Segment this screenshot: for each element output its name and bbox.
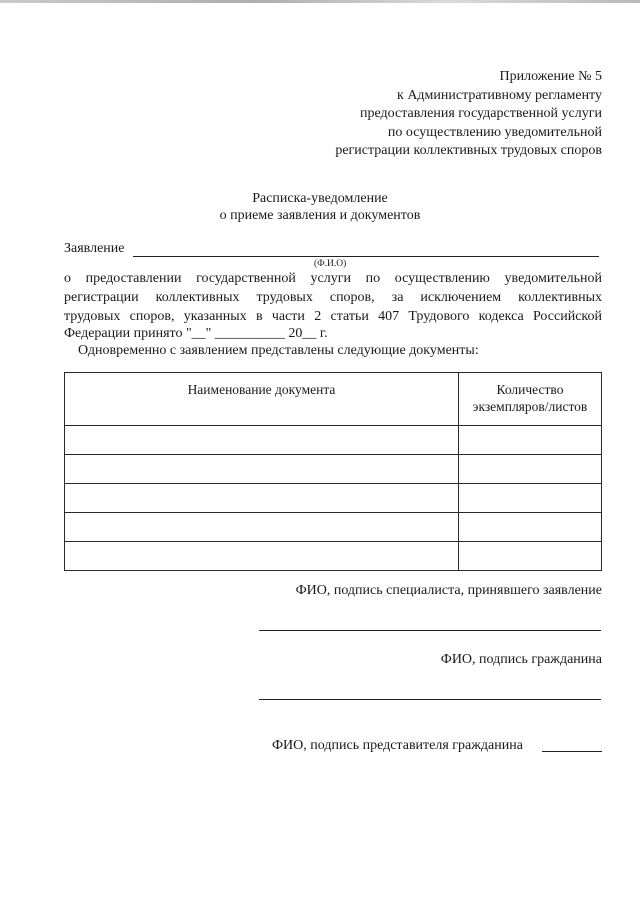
column-header-copies-count: Количество экземпляров/листов	[459, 373, 602, 426]
document-title: Расписка-уведомление	[252, 191, 388, 206]
table-row	[65, 542, 602, 571]
statement-label: Заявление	[64, 241, 125, 256]
appendix-line: предоставления государственной услуги	[360, 106, 602, 121]
statement-body-line: о предоставлении государственной услуги по осуществлению уведомительной	[64, 271, 602, 286]
specialist-signature-line[interactable]	[259, 630, 601, 631]
copies-count-cell[interactable]	[459, 484, 602, 513]
appendix-line: к Административному регламенту	[397, 87, 602, 103]
specialist-signature-label: ФИО, подпись специалиста, принявшего заявление	[295, 583, 602, 598]
documents-table	[64, 372, 602, 571]
document-name-cell[interactable]	[65, 455, 459, 484]
documents-intro: Одновременно с заявлением представлены следующие документы:	[78, 343, 479, 358]
representative-signature-label: ФИО, подпись представителя гражданина	[272, 738, 523, 753]
appendix-line: Приложение № 5	[499, 69, 602, 84]
statement-body-line: трудовых споров, указанных в части 2 статьи 407 Трудового кодекса Российской	[64, 309, 602, 324]
document-name-cell[interactable]	[65, 426, 459, 455]
document-name-cell[interactable]	[65, 542, 459, 571]
table-row	[65, 484, 602, 513]
fio-blank-line[interactable]	[133, 256, 599, 257]
column-header-document-name: Наименование документа	[65, 373, 459, 426]
copies-count-cell[interactable]	[459, 426, 602, 455]
table-row	[65, 513, 602, 542]
document-subtitle: о приеме заявления и документов	[219, 208, 421, 223]
table-header-row	[65, 373, 602, 426]
citizen-signature-label: ФИО, подпись гражданина	[440, 652, 602, 667]
statement-body-line: регистрации коллективных трудовых споров, за исключением коллективных	[64, 290, 602, 305]
citizen-signature-line[interactable]	[259, 699, 601, 700]
statement-acceptance-date: Федерации принято "__" __________ 20__ г.	[64, 326, 328, 341]
appendix-line: по осуществлению уведомительной	[387, 124, 602, 140]
appendix-header	[335, 68, 602, 161]
table-row	[65, 455, 602, 484]
copies-count-cell[interactable]	[459, 513, 602, 542]
copies-count-cell[interactable]	[459, 542, 602, 571]
document-name-cell[interactable]	[65, 484, 459, 513]
appendix-line: регистрации коллективных трудовых споров	[335, 143, 602, 158]
table-row	[65, 426, 602, 455]
document-name-cell[interactable]	[65, 513, 459, 542]
copies-count-cell[interactable]	[459, 455, 602, 484]
representative-signature-line[interactable]	[542, 751, 602, 752]
fio-caption: (Ф.И.О)	[314, 259, 347, 269]
scan-edge	[0, 0, 640, 3]
